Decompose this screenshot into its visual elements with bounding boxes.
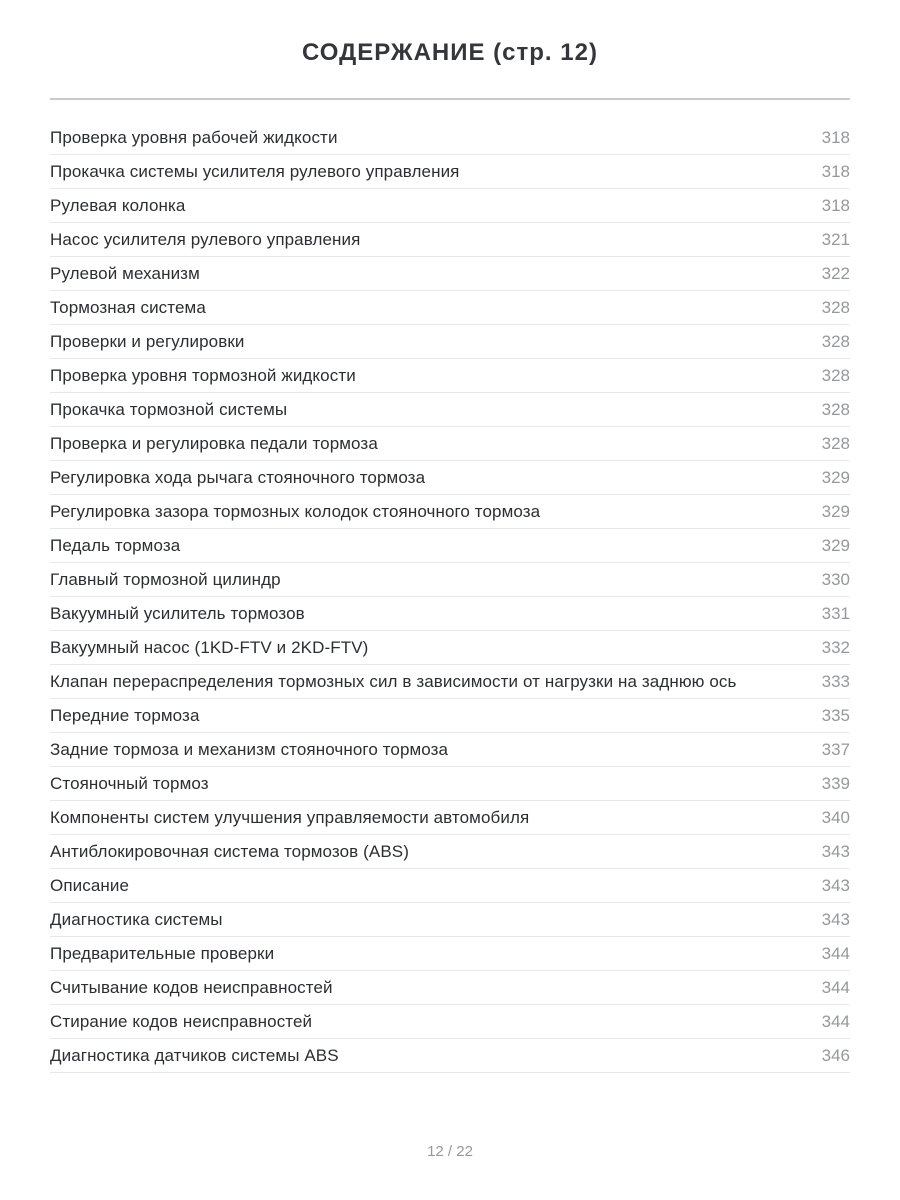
toc-item[interactable]: [50, 189, 850, 223]
toc-item[interactable]: [50, 801, 850, 835]
toc-item-label: Тормозная система: [50, 297, 206, 317]
toc-item-page-number: 329: [821, 535, 850, 555]
toc-item-page-number: 344: [821, 1011, 850, 1031]
toc-item-label: Вакуумный усилитель тормозов: [50, 603, 305, 623]
toc-item[interactable]: [50, 767, 850, 801]
page-title: СОДЕРЖАНИЕ (стр. 12): [302, 39, 598, 66]
toc-item-label: Насос усилителя рулевого управления: [50, 229, 361, 249]
toc-item-page-number: 337: [821, 739, 850, 759]
toc-item-page-number: 339: [821, 773, 850, 793]
toc-item-label: Прокачка системы усилителя рулевого управления: [50, 161, 460, 181]
toc-item-page-number: 328: [821, 433, 850, 453]
toc-item-page-number: 328: [821, 399, 850, 419]
toc-item[interactable]: [50, 665, 850, 699]
toc-item-page-number: 340: [821, 807, 850, 827]
toc-item-page-number: 333: [821, 671, 850, 691]
toc-item[interactable]: [50, 971, 850, 1005]
toc-item[interactable]: [50, 223, 850, 257]
toc-item[interactable]: [50, 155, 850, 189]
toc-item-label: Компоненты систем улучшения управляемости автомобиля: [50, 807, 530, 827]
toc-item-label: Проверки и регулировки: [50, 331, 245, 351]
toc-item-label: Стояночный тормоз: [50, 773, 209, 793]
toc-item-label: Клапан перераспределения тормозных сил в зависимости от нагрузки на заднюю ось: [50, 671, 737, 691]
toc-item-page-number: 328: [821, 297, 850, 317]
toc-item-page-number: 343: [821, 841, 850, 861]
toc-item[interactable]: [50, 903, 850, 937]
toc-item[interactable]: [50, 597, 850, 631]
toc-item-label: Вакуумный насос (1KD-FTV и 2KD-FTV): [50, 637, 369, 657]
toc-item-page-number: 318: [821, 127, 850, 147]
toc-item-page-number: 322: [821, 263, 850, 283]
toc-item-label: Регулировка зазора тормозных колодок стояночного тормоза: [50, 501, 541, 521]
toc-item-page-number: 328: [821, 331, 850, 351]
toc-item-page-number: 331: [821, 603, 850, 623]
toc-item-page-number: 321: [821, 229, 850, 249]
toc-list: [50, 121, 850, 1073]
toc-item[interactable]: [50, 529, 850, 563]
toc-item-label: Антиблокировочная система тормозов (ABS): [50, 841, 409, 861]
toc-item-page-number: 318: [821, 161, 850, 181]
toc-item-page-number: 329: [821, 467, 850, 487]
toc-item[interactable]: [50, 563, 850, 597]
toc-item-label: Диагностика системы: [50, 909, 223, 929]
toc-item[interactable]: [50, 393, 850, 427]
toc-item[interactable]: [50, 427, 850, 461]
toc-item-label: Передние тормоза: [50, 705, 200, 725]
toc-item-label: Проверка и регулировка педали тормоза: [50, 433, 378, 453]
toc-item-page-number: 330: [821, 569, 850, 589]
toc-item-label: Стирание кодов неисправностей: [50, 1011, 313, 1031]
toc-item-label: Проверка уровня тормозной жидкости: [50, 365, 356, 385]
toc-item[interactable]: [50, 121, 850, 155]
toc-item-label: Главный тормозной цилиндр: [50, 569, 281, 589]
toc-item-page-number: 344: [821, 943, 850, 963]
toc-item-label: Проверка уровня рабочей жидкости: [50, 127, 338, 147]
toc-item[interactable]: [50, 699, 850, 733]
header-divider: [50, 98, 850, 100]
toc-item-page-number: 335: [821, 705, 850, 725]
toc-item-label: Предварительные проверки: [50, 943, 275, 963]
toc-item[interactable]: [50, 495, 850, 529]
toc-item[interactable]: [50, 869, 850, 903]
toc-item[interactable]: [50, 291, 850, 325]
toc-item[interactable]: [50, 257, 850, 291]
toc-item[interactable]: [50, 461, 850, 495]
toc-item-page-number: 343: [821, 909, 850, 929]
toc-item-label: Регулировка хода рычага стояночного тормоза: [50, 467, 426, 487]
toc-item-label: Рулевая колонка: [50, 195, 186, 215]
toc-item-label: Диагностика датчиков системы ABS: [50, 1045, 339, 1065]
toc-item-label: Описание: [50, 875, 130, 895]
toc-item[interactable]: [50, 835, 850, 869]
toc-item[interactable]: [50, 359, 850, 393]
toc-item[interactable]: [50, 631, 850, 665]
toc-item-page-number: 328: [821, 365, 850, 385]
toc-item-page-number: 343: [821, 875, 850, 895]
toc-item-label: Рулевой механизм: [50, 263, 200, 283]
toc-item-page-number: 346: [821, 1045, 850, 1065]
toc-item-label: Педаль тормоза: [50, 535, 181, 555]
toc-item-page-number: 329: [821, 501, 850, 521]
toc-item-page-number: 332: [821, 637, 850, 657]
toc-item[interactable]: [50, 733, 850, 767]
pagination-indicator: 12 / 22: [427, 1143, 473, 1160]
toc-item-page-number: 318: [821, 195, 850, 215]
toc-item-label: Прокачка тормозной системы: [50, 399, 288, 419]
toc-item[interactable]: [50, 1039, 850, 1073]
toc-item-label: Считывание кодов неисправностей: [50, 977, 333, 997]
toc-item-page-number: 344: [821, 977, 850, 997]
toc-item-label: Задние тормоза и механизм стояночного тормоза: [50, 739, 449, 759]
toc-item[interactable]: [50, 325, 850, 359]
toc-item[interactable]: [50, 937, 850, 971]
toc-item[interactable]: [50, 1005, 850, 1039]
